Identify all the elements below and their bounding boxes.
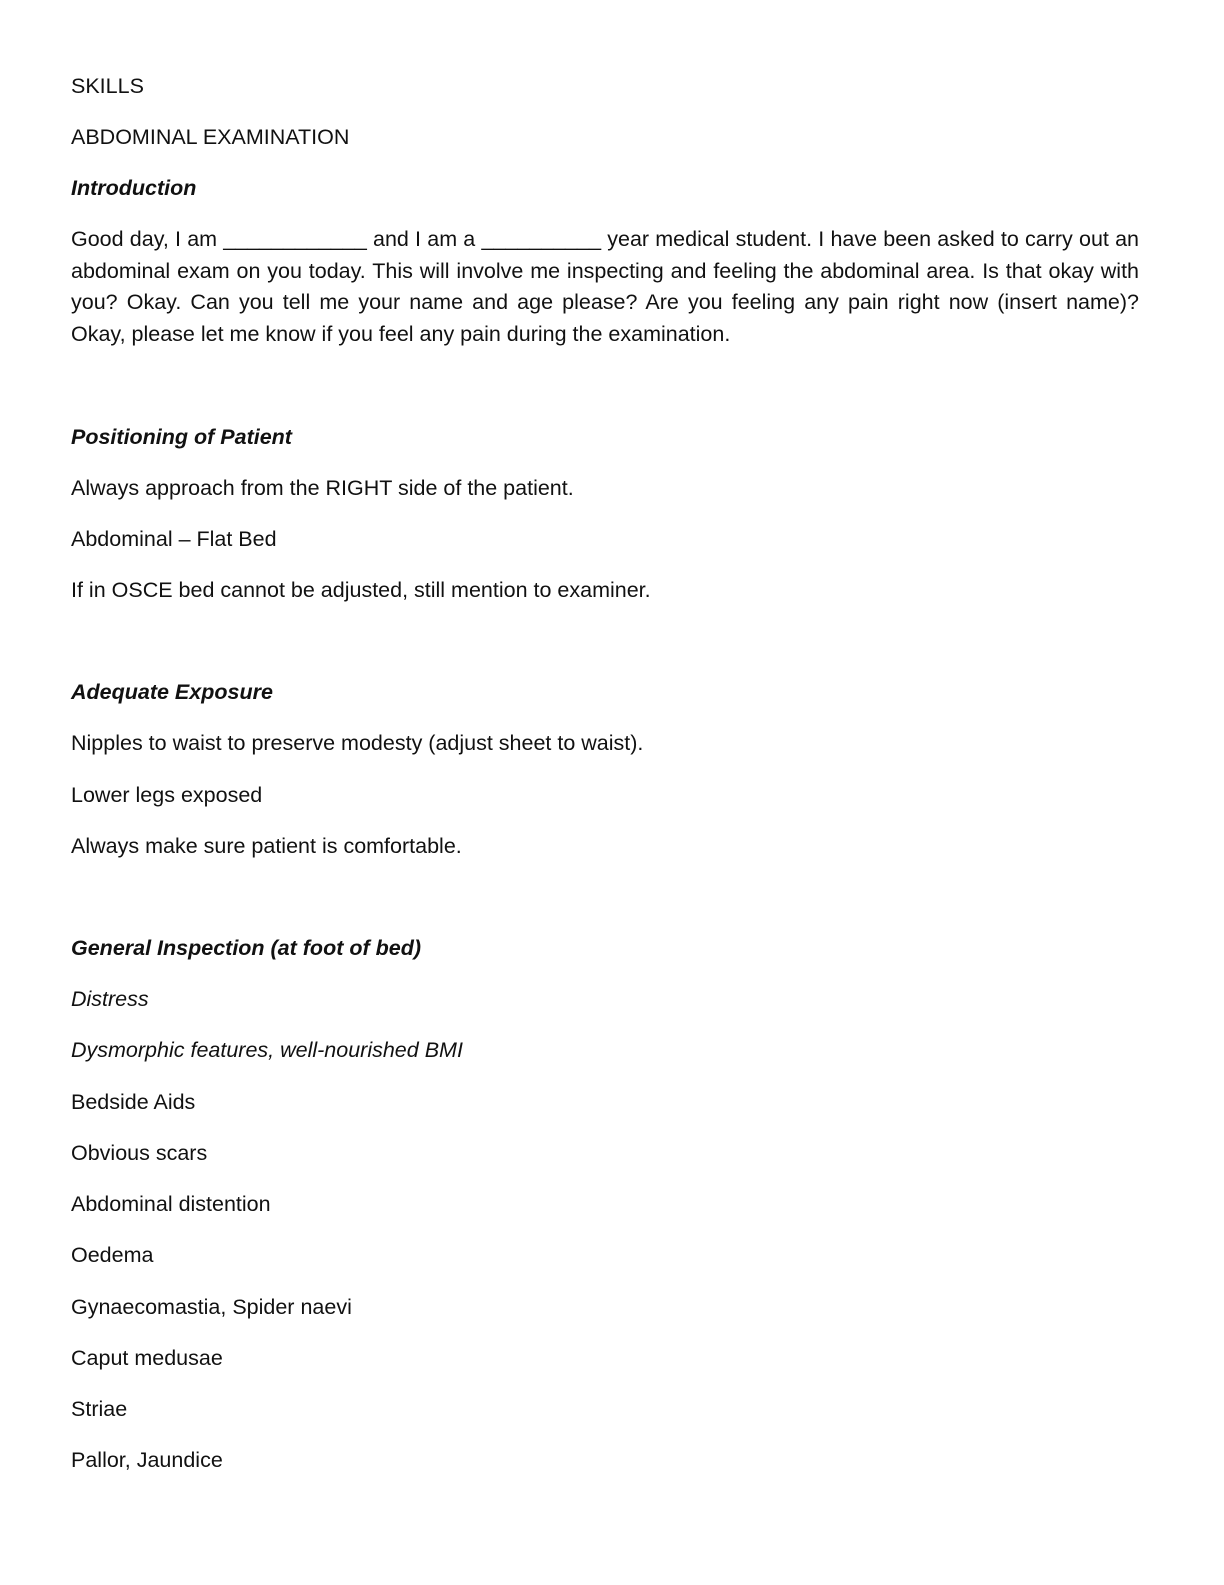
inspection-item: Striae: [71, 1397, 128, 1421]
inspection-item: Distress: [71, 987, 149, 1011]
inspection-item: Obvious scars: [71, 1141, 208, 1165]
inspection-item: Oedema: [71, 1243, 154, 1267]
inspection-item: Pallor, Jaundice: [71, 1448, 223, 1472]
document-title: ABDOMINAL EXAMINATION: [71, 125, 350, 149]
inspection-item: Gynaecomastia, Spider naevi: [71, 1295, 352, 1319]
document-label: SKILLS: [71, 74, 144, 98]
exposure-heading: Adequate Exposure: [71, 680, 273, 704]
general-inspection-heading: General Inspection (at foot of bed): [71, 936, 421, 960]
positioning-line: Abdominal – Flat Bed: [71, 527, 277, 551]
introduction-paragraph: Good day, I am ____________ and I am a __________ year medical student. I have been asked to carry out an abdominal exam on you today. This will involve me inspecting and feeling the abdominal area. Is that okay with you? Okay. Can you tell me your name and age please? Are you feeling any pain right now (insert name)? Okay, please let me know if you feel any pain during the examination.: [71, 227, 1139, 346]
exposure-line: Lower legs exposed: [71, 783, 263, 807]
positioning-line: Always approach from the RIGHT side of the patient.: [71, 476, 574, 500]
inspection-item: Caput medusae: [71, 1346, 223, 1370]
exposure-line: Always make sure patient is comfortable.: [71, 834, 462, 858]
introduction-heading: Introduction: [71, 176, 197, 200]
inspection-item: Bedside Aids: [71, 1090, 196, 1114]
inspection-item: Abdominal distention: [71, 1192, 271, 1216]
inspection-item: Dysmorphic features, well-nourished BMI: [71, 1038, 463, 1062]
positioning-heading: Positioning of Patient: [71, 425, 292, 449]
exposure-line: Nipples to waist to preserve modesty (adjust sheet to waist).: [71, 731, 644, 755]
positioning-line: If in OSCE bed cannot be adjusted, still mention to examiner.: [71, 578, 651, 602]
